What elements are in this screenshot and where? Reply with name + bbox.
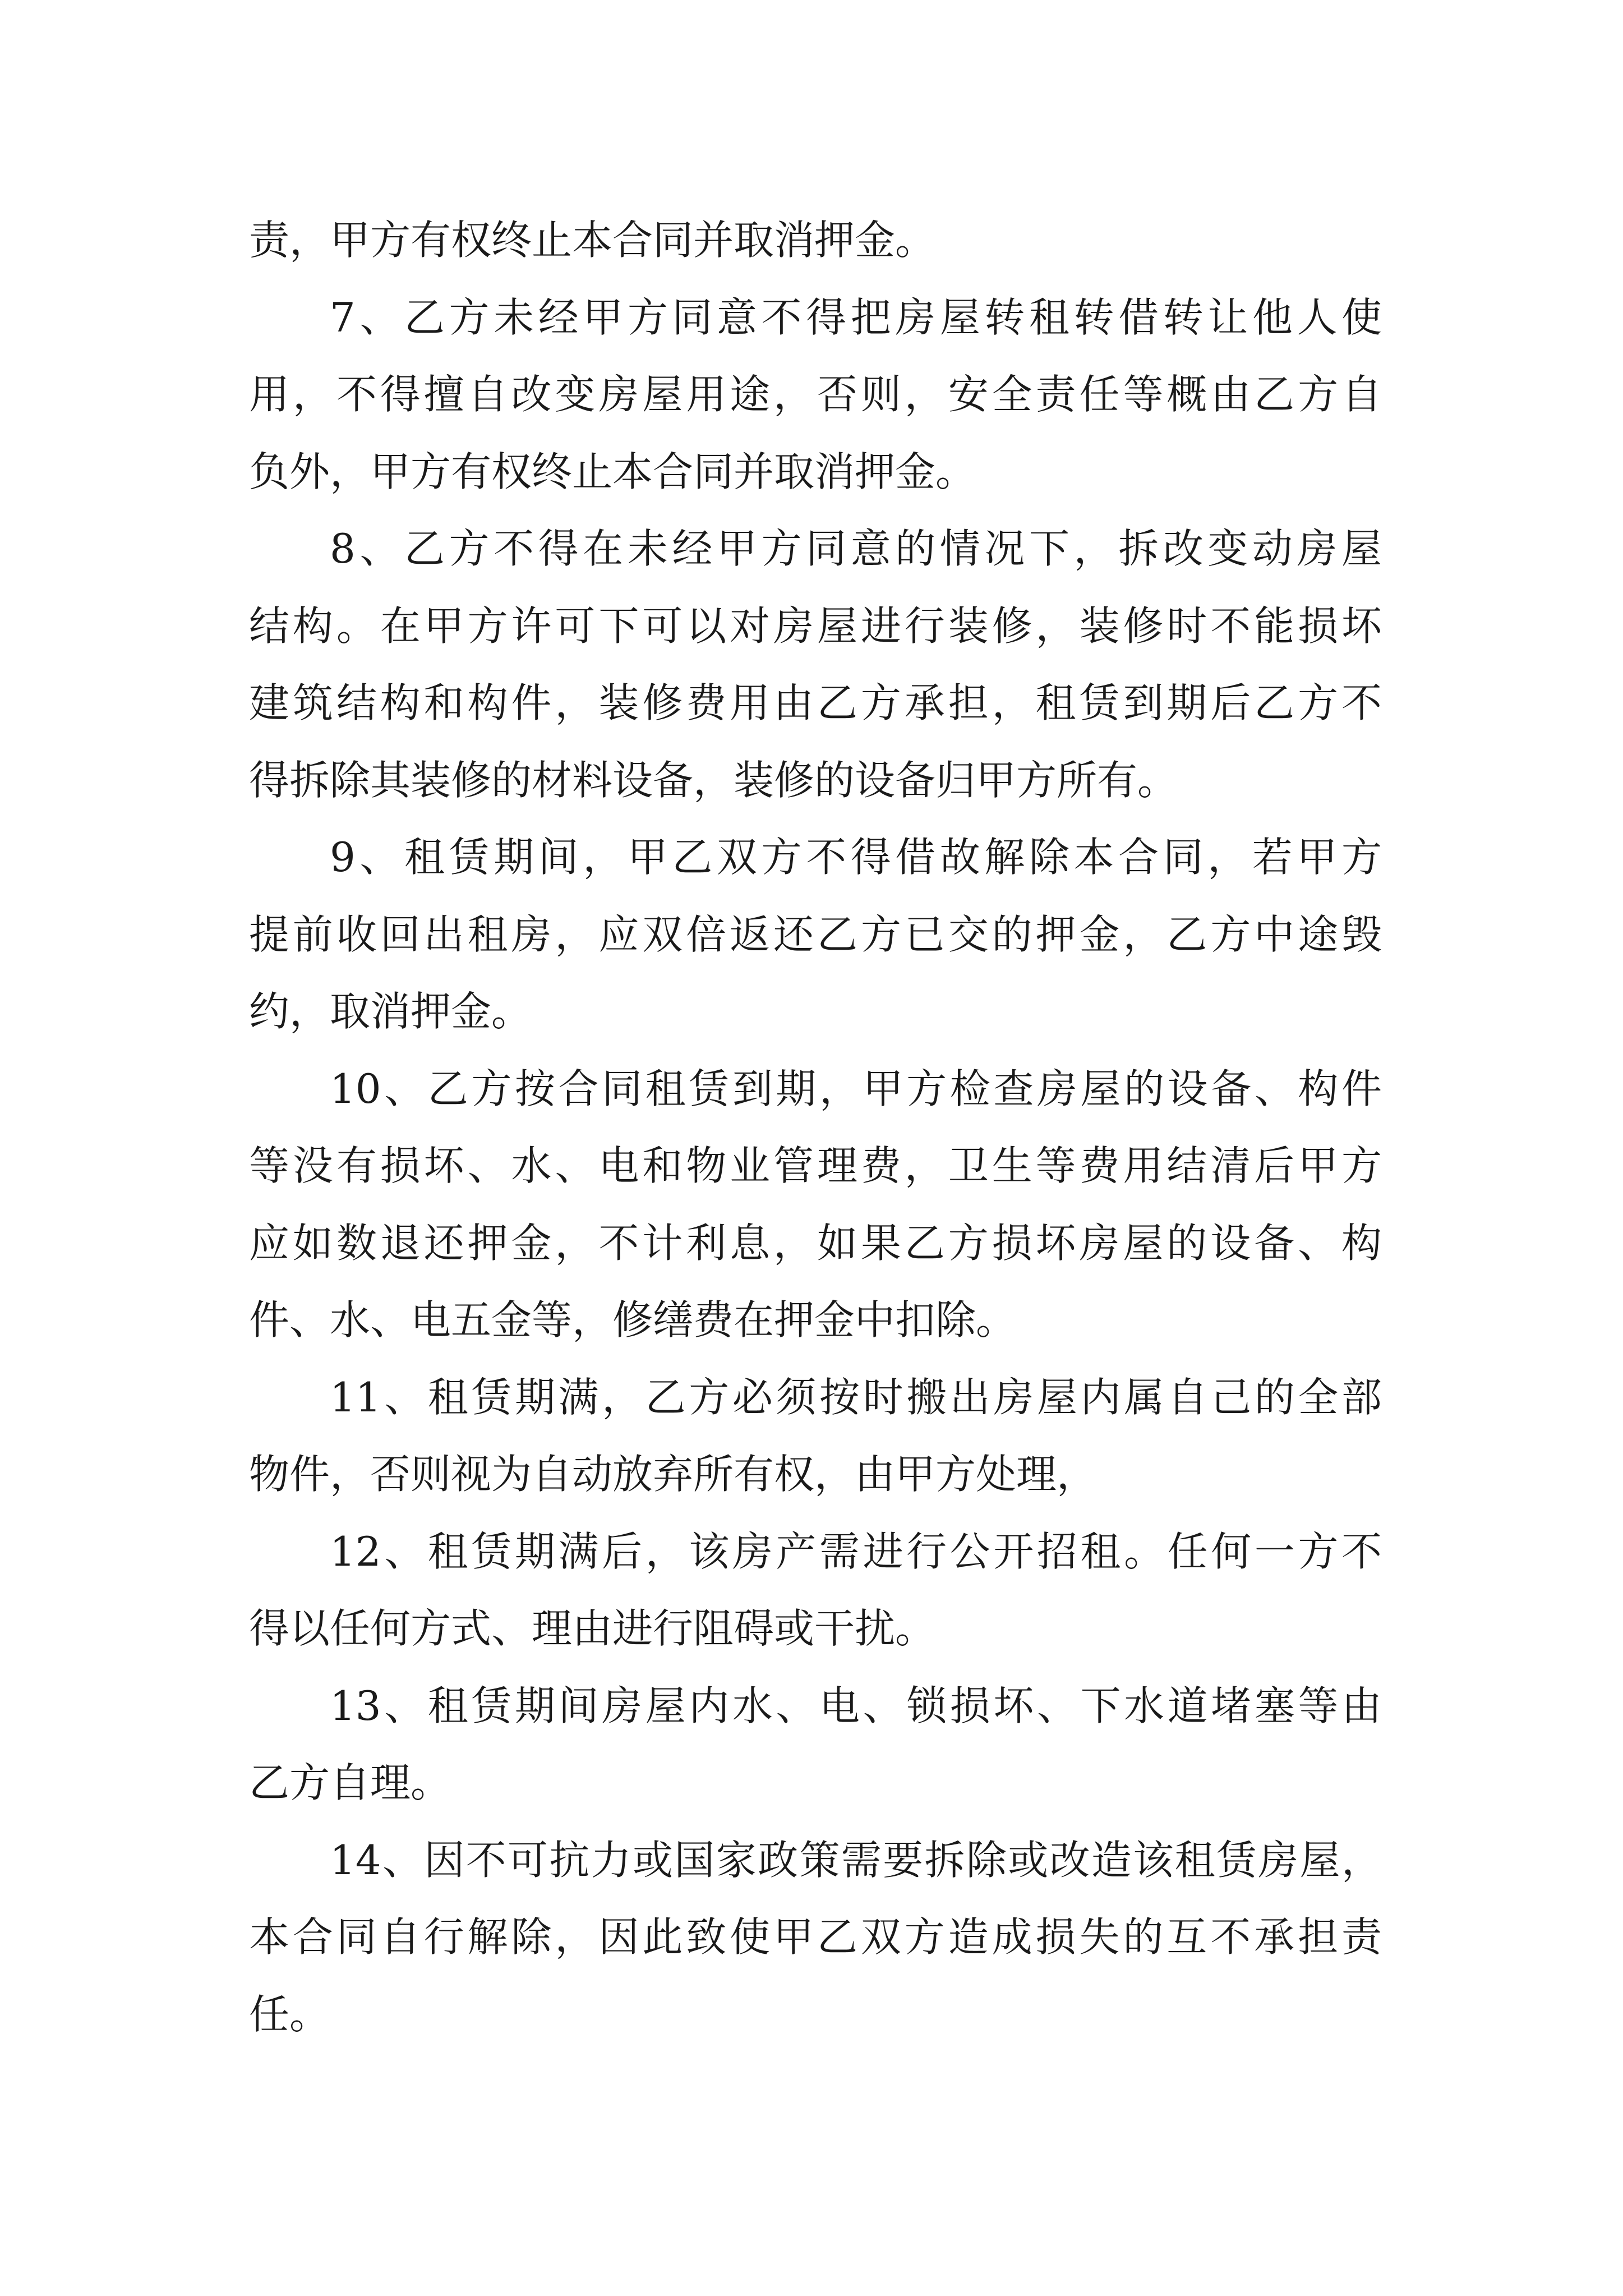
text-line: 用，不得擅自改变房屋用途，否则，安全责任等概由乙方自 bbox=[249, 371, 1382, 418]
text-line: 件、水、电五金等，修缮费在押金中扣除。 bbox=[249, 1296, 1017, 1343]
text-line: 13、租赁期间房屋内水、电、锁损坏、下水道堵塞等由 bbox=[330, 1682, 1382, 1729]
text-line: 负外，甲方有权终止本合同并取消押金。 bbox=[249, 448, 976, 495]
text-line: 责，甲方有权终止本合同并取消押金。 bbox=[249, 217, 936, 264]
text-line: 14、因不可抗力或国家政策需要拆除或改造该租赁房屋， bbox=[330, 1836, 1382, 1884]
text-line: 本合同自行解除，因此致使甲乙双方造成损失的互不承担责 bbox=[249, 1913, 1382, 1961]
text-line: 建筑结构和构件，装修费用由乙方承担，租赁到期后乙方不 bbox=[249, 679, 1382, 726]
text-line: 得以任何方式、理由进行阻碍或干扰。 bbox=[249, 1605, 936, 1652]
contract-text bbox=[249, 202, 1382, 2053]
text-line: 10、乙方按合同租赁到期，甲方检查房屋的设备、构件 bbox=[330, 1065, 1382, 1112]
text-line: 物件，否则视为自动放弃所有权，由甲方处理， bbox=[249, 1451, 1098, 1498]
text-line: 提前收回出租房，应双倍返还乙方已交的押金，乙方中途毁 bbox=[249, 910, 1382, 958]
text-line: 约，取消押金。 bbox=[249, 988, 532, 1035]
text-line: 等没有损坏、水、电和物业管理费，卫生等费用结清后甲方 bbox=[249, 1142, 1382, 1189]
text-line: 11、租赁期满，乙方必须按时搬出房屋内属自己的全部 bbox=[330, 1373, 1382, 1421]
text-line: 9、租赁期间，甲乙双方不得借故解除本合同，若甲方 bbox=[330, 834, 1382, 881]
text-line: 任。 bbox=[249, 1990, 330, 2038]
text-line: 结构。在甲方许可下可以对房屋进行装修，装修时不能损坏 bbox=[249, 602, 1382, 650]
text-line: 7、乙方未经甲方同意不得把房屋转租转借转让他人使 bbox=[330, 293, 1382, 341]
text-line: 12、租赁期满后，该房产需进行公开招租。任何一方不 bbox=[330, 1527, 1382, 1575]
text-line: 得拆除其装修的材料设备，装修的设备归甲方所有。 bbox=[249, 756, 1178, 804]
text-line: 乙方自理。 bbox=[249, 1759, 451, 1806]
text-line: 8、乙方不得在未经甲方同意的情况下，拆改变动房屋 bbox=[330, 525, 1382, 572]
text-line: 应如数退还押金，不计利息，如果乙方损坏房屋的设备、构 bbox=[249, 1219, 1382, 1267]
